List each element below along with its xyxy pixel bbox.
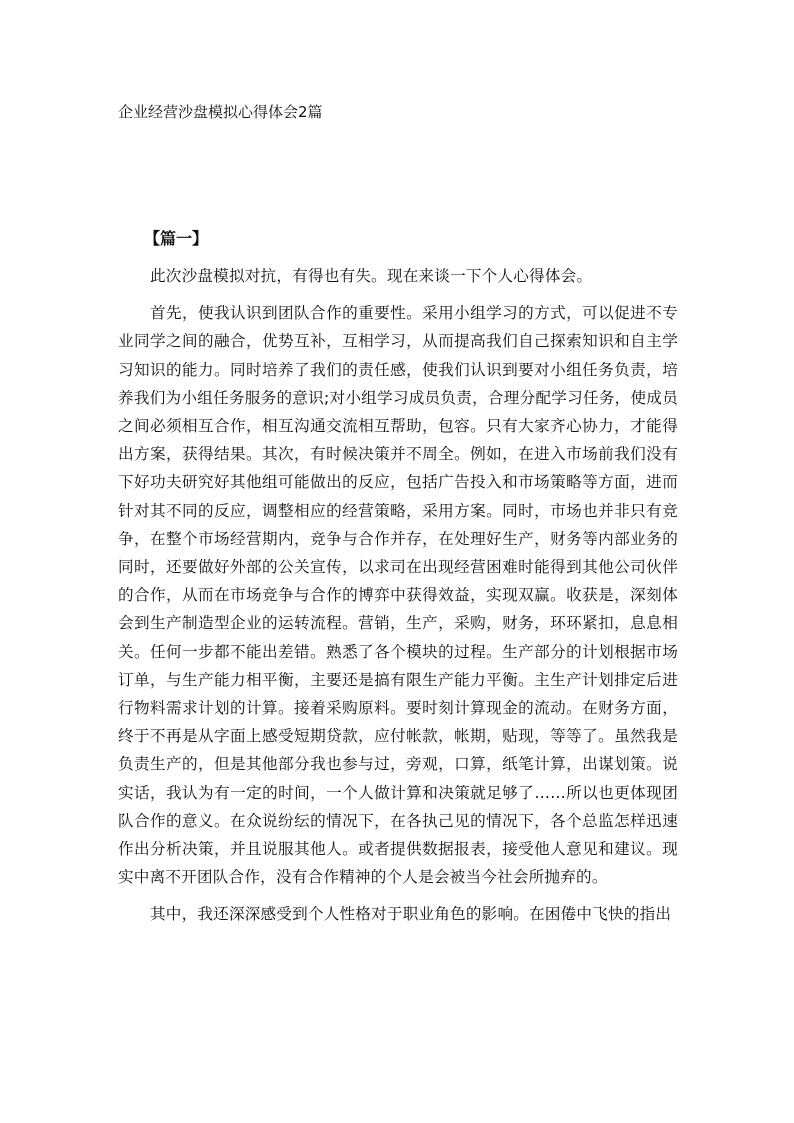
section-heading: 【篇一】 <box>144 229 209 248</box>
document-body <box>118 262 678 938</box>
document-title: 企业经营沙盘模拟心得体会2篇 <box>118 103 323 121</box>
paragraph-intro: 此次沙盘模拟对抗，有得也有失。现在来谈一下个人心得体会。 <box>150 267 593 285</box>
paragraph-main: 首先，使我认识到团队合作的重要性。采用小组学习的方式，可以促进不专业同学之间的融合，优势互补，互相学习，从而提高我们自己探索知识和自主学习知识的能力。同时培养了我们的责任感，使我们认识到要对小组任务负责，培养我们为小组任务服务的意识;对小组学习成员负责，合理分配学习任务，使成员之间必须相互合作，相互沟通交流相互帮助，包容。只有大家齐心协力，才能得出方案，获得结果。其次，有时候决策并不周全。例如，在进入市场前我们没有下好功夫研究好其他组可能做出的反应，包括广告投入和市场策略等方面，进而针对其不同的反应，调整相应的经营策略，采用方案。同时，市场也并非只有竞争，在整个市场经营期内，竞争与合作并存，在处理好生产，财务等内部业务的同时，还要做好外部的公关宣传，以求司在出现经营困难时能得到其他公司伙伴的合作，从而在市场竞争与合作的博弈中获得效益，实现双赢。收获是，深刻体会到生产制造型企业的运转流程。营销，生产，采购，财务，环环紧扣，息息相关。任何一步都不能出差错。熟悉了各个模块的过程。生产部分的计划根据市场订单，与生产能力相平衡，主要还是搞有限生产能力平衡。主生产计划排定后进行物料需求计划的计算。接着采购原料。要时刻计算现金的流动。在财务方面，终于不再是从字面上感受短期贷款，应付帐款，帐期，贴现，等等了。虽然我是负责生产的，但是其他部分我也参与过，旁观，口算，纸笔计算，出谋划策。说实话，我认为有一定的时间，一个人做计算和决策就足够了……所以也更体现团队合作的意义。在众说纷纭的情况下，在各执己见的情况下，各个总监怎样迅速作出分析决策，并且说服其他人。或者提供数据报表，接受他人意见和建议。现实中离不开团队合作，没有合作精神的个人是会被当今社会所抛弃的。 <box>118 304 678 887</box>
paragraph-continued: 其中，我还深深感受到个人性格对于职业角色的影响。在困倦中飞快的指出 <box>150 905 672 924</box>
